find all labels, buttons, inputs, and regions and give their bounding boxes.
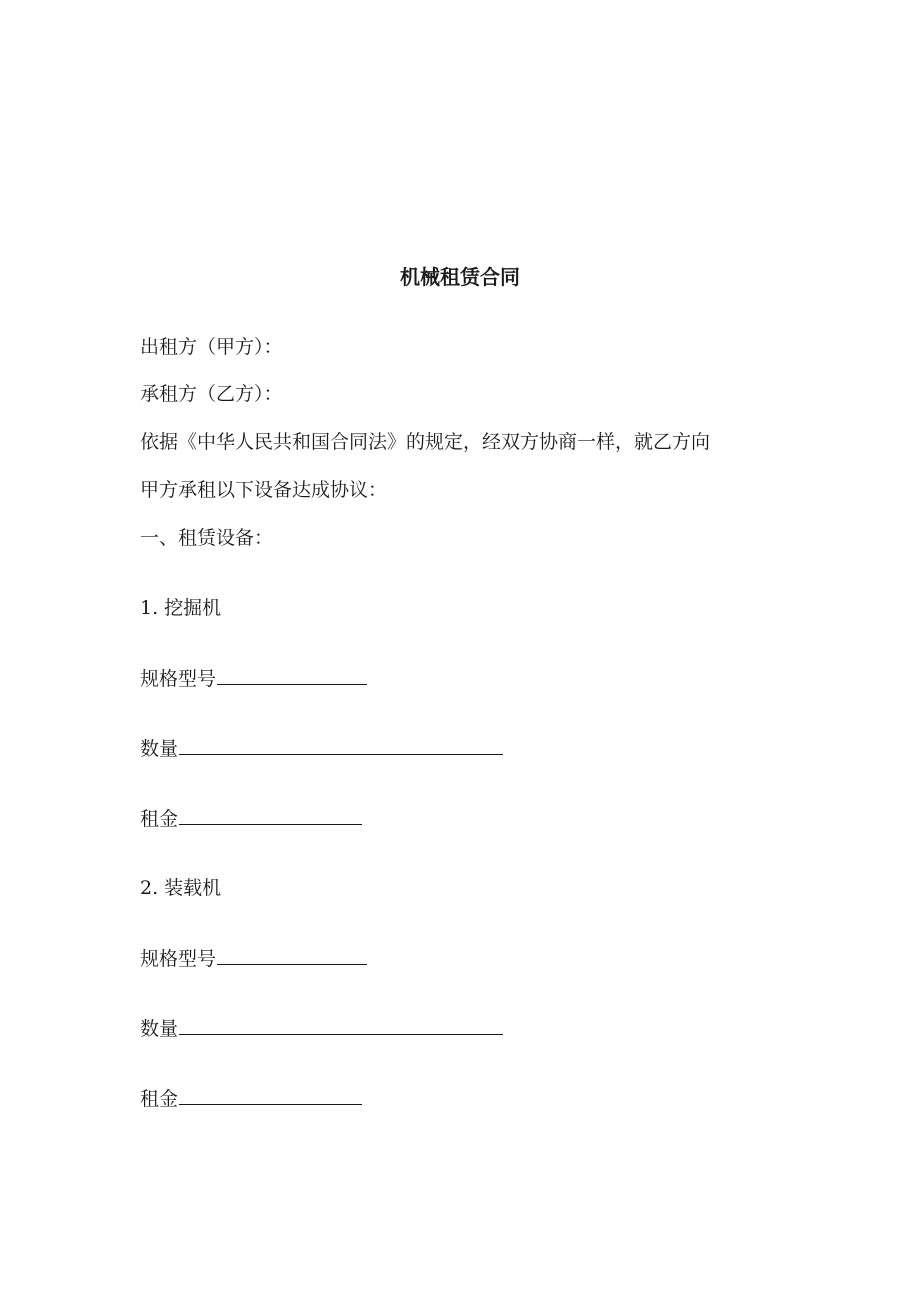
item-2-qty-row xyxy=(140,1014,503,1043)
item-2-spec-label: 规格型号 xyxy=(140,948,217,970)
item-1-spec-row xyxy=(140,664,367,693)
section-1-heading: 一、租赁设备： xyxy=(140,527,274,549)
intro-line-1: 依据《中华人民共和国合同法》的规定，经双方协商一样，就乙方向 xyxy=(140,431,711,453)
intro-line-2: 甲方承租以下设备达成协议： xyxy=(140,479,388,501)
item-2-spec-blank xyxy=(217,944,367,965)
lessee-label: 承租方（乙方）： xyxy=(140,383,283,405)
item-2-name: 2. 装载机 xyxy=(140,877,222,899)
document-title: 机械租赁合同 xyxy=(400,265,520,289)
item-2-rent-row xyxy=(140,1084,362,1113)
item-2-rent-blank xyxy=(179,1084,362,1105)
item-1-spec-blank xyxy=(217,664,367,685)
lessor-label: 出租方（甲方）： xyxy=(140,336,283,358)
item-1-qty-label: 数量 xyxy=(140,738,179,760)
item-1-spec-label: 规格型号 xyxy=(140,668,217,690)
item-1-qty-row xyxy=(140,734,503,763)
item-1-rent-blank xyxy=(179,804,362,825)
item-1-name: 1. 挖掘机 xyxy=(140,597,222,619)
item-1-rent-row xyxy=(140,804,362,833)
item-2-spec-row xyxy=(140,944,367,973)
item-1-rent-label: 租金 xyxy=(140,808,179,830)
item-2-qty-blank xyxy=(179,1014,503,1035)
item-2-rent-label: 租金 xyxy=(140,1088,179,1110)
item-1-qty-blank xyxy=(179,734,503,755)
item-2-qty-label: 数量 xyxy=(140,1018,179,1040)
